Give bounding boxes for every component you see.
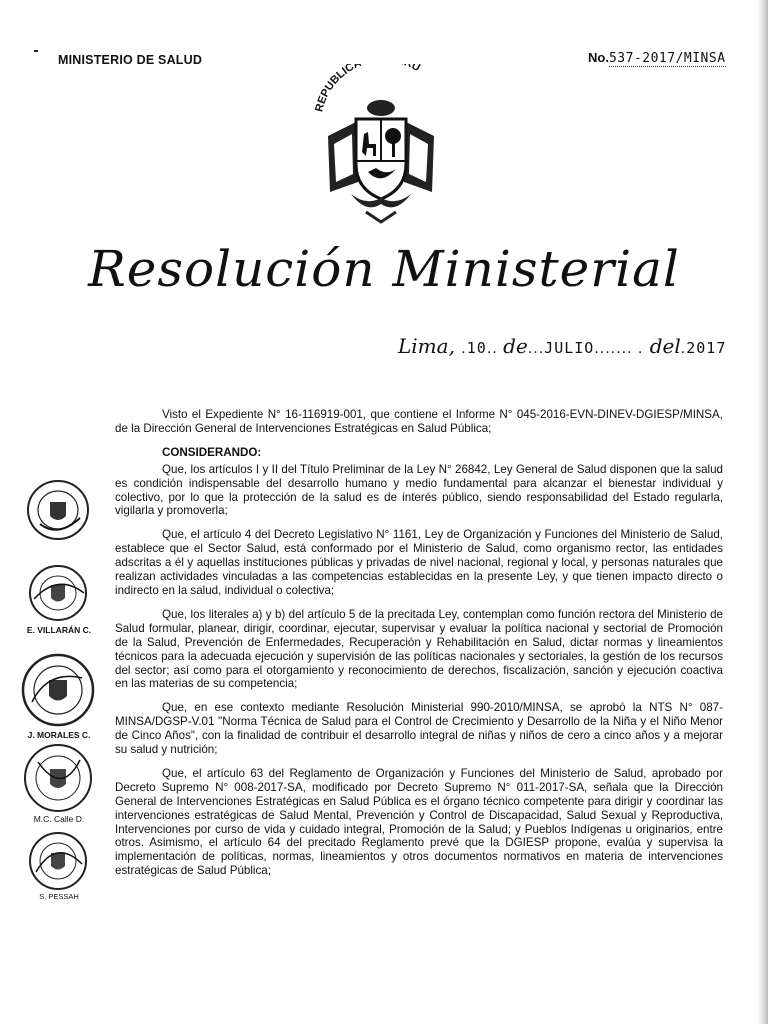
scan-edge-shadow (757, 0, 768, 1024)
stamp-4 (18, 742, 100, 824)
stamp-caption: J. MORALES C. (27, 730, 91, 740)
official-stamp-icon (18, 563, 98, 625)
paragraph-4: Que, los literales a) y b) del artículo 5 de la precitada Ley, contemplan como función rectora del Ministerio de Salud formular, planear, dirigir, coordinar, ejecutar, supervisar y evaluar la política nacional y sectorial de Promoción de la Salud, Prevención de Enfermedades, Recuperación y Rehabilitación en Salud, dictar normas y lineamientos técnicos para la adecuada ejecución y supervisión de las políticas nacionales y sectoriales, la gestión de los recursos del sector; así como para el otorgamiento y reconocimiento de derechos, fiscalización, sanción y ejecución coactiva en las materias de su competencia; (115, 607, 723, 691)
number-handwritten: 537-2017/MINSA (608, 51, 726, 66)
stamp-2 (18, 563, 100, 635)
official-stamp-icon (18, 650, 98, 730)
coat-of-arms-seal (306, 64, 456, 224)
date-year: 2017 (686, 339, 727, 357)
ministry-header: MINISTERIO DE SALUD (58, 53, 203, 67)
coat-of-arms-icon (306, 64, 456, 224)
resolution-number (588, 50, 726, 66)
official-stamp-icon (18, 830, 98, 892)
considerando-heading: CONSIDERANDO: (162, 445, 262, 459)
dateline: Lima, .10.. de...JULIO....... . del.2017 (398, 334, 727, 358)
document-body (115, 408, 723, 888)
paragraph-3: Que, el artículo 4 del Decreto Legislativo N° 1161, Ley de Organización y Funciones del Ministerio de Salud, establece que el Sector Salud, está conformado por el Ministerio de Salud, como organismo rector, las entidades adscritas a él y aquellas instituciones públicas y privadas de nivel nacional, regional y local, y personas naturales que realizan actividades vinculadas a las competencias establecidas en la presente Ley, y que tienen impacto directo o indirecto en la salud, individual o colectiva; (115, 528, 723, 597)
seal-inscription: REPUBLICA U (313, 64, 423, 114)
stamp-caption: S. PESSAH (39, 892, 79, 901)
paragraph-5: Que, en ese contexto mediante Resolución Ministerial 990-2010/MINSA, se aprobó la NTS N° 087-MINSA/DGSP-V.01 "Norma Técnica de Salud para el Control de Crecimiento y Desarrollo de la Niña y el Niño Menor de Cinco Años", con la finalidad de contribuir el desarrollo integral de niñas y niños de cero a cinco años y a mejorar su salud y nutrición; (115, 701, 723, 757)
paragraph-visto: Visto el Expediente N° 16-116919-001, que contiene el Informe N° 045-2016-EVN-DINEV-DGIESP/MINSA, de la Dirección General de Intervenciones Estratégicas en Salud Pública; (115, 408, 723, 435)
date-city: Lima, (398, 334, 455, 358)
official-stamp-icon (18, 742, 98, 814)
stamp-5 (18, 830, 100, 901)
paragraph-6: Que, el artículo 63 del Reglamento de Organización y Funciones del Ministerio de Salud, aprobado por Decreto Supremo N° 008-2017-SA, modificado por Decreto Supremo N° 011-2017-SA, señala que la Dirección General de Intervenciones Estratégicas en Salud Pública es el órgano técnico competente para dirigir y coordinar las intervenciones estratégicas de Salud Mental, Prevención y Control de Discapacidad, Salud Sexual y Reproductiva, Intervenciones por curso de vida y cuidado integral, Promoción de la Salud; y Pueblos Indígenas u originarios, entre otros. Asimismo, el artículo 64 del precitado Reglamento prevé que la DGIESP propone, evalúa y supervisa la implementación de políticas, normas, lineamientos y otros documentos normativos en materia de intervenciones estratégicas de Salud Pública; (115, 766, 723, 878)
stamp-caption: E. VILLARÁN C. (26, 625, 92, 635)
stamp-caption: M.C. Calle D. (33, 814, 85, 824)
date-del: del (649, 334, 681, 358)
date-day: 10 (466, 339, 487, 357)
margin-mark (34, 50, 38, 52)
stamp-3 (18, 650, 100, 740)
document-title: Resolución Ministerial (88, 240, 680, 298)
date-de: de (503, 334, 528, 358)
number-prefix: No. (588, 50, 609, 65)
official-stamp-icon (18, 478, 98, 542)
paragraph-2: Que, los artículos I y II del Título Preliminar de la Ley N° 26842, Ley General de Salud disponen que la salud es condición indispensable del desarrollo humano y medio fundamental para alcanzar el bienestar individual y colectivo, por lo que la protección de la salud es de interés público, siendo responsabilidad del Estado regularla, vigilarla y promoverla; (115, 462, 723, 518)
date-month: JULIO (544, 339, 595, 357)
stamp-1 (18, 478, 100, 542)
